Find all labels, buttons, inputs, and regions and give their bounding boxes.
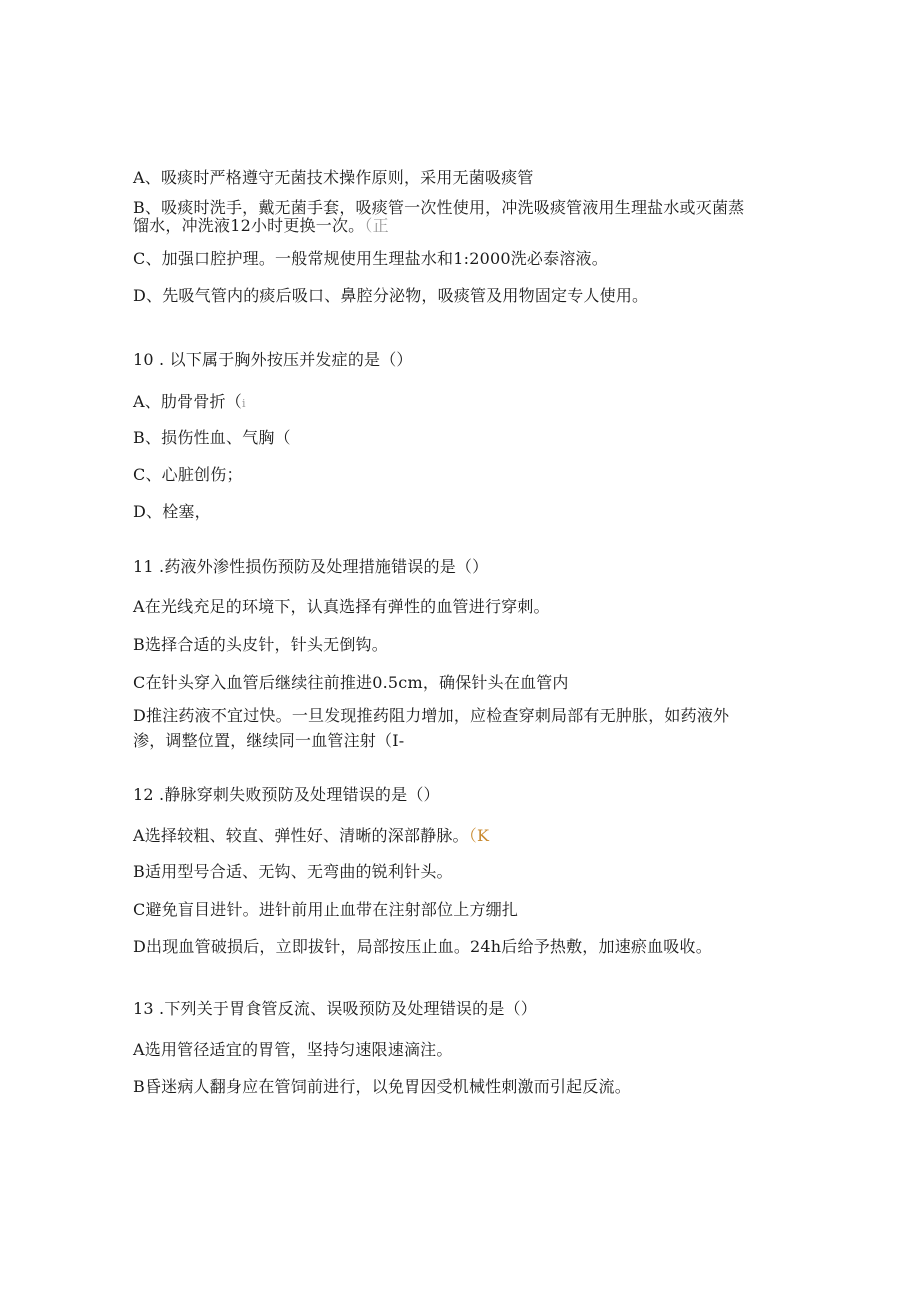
q11-option-d-line2: 渗，调整位置，继续同一血管注射（I- xyxy=(133,731,405,750)
q12-option-c: C避免盲目进针。进针前用止血带在注射部位上方绷扎 xyxy=(133,900,519,919)
q11-option-c: C在针头穿入血管后继续往前推进0.5cm，确保针头在血管内 xyxy=(133,673,569,692)
q9-option-b-line2 xyxy=(133,216,389,236)
q10-option-b: B、损伤性血、气胸（ xyxy=(133,428,291,447)
q12-option-b: B适用型号合适、无钩、无弯曲的锐利针头。 xyxy=(133,862,453,881)
q9-option-a: A、吸痰时严格遵守无菌技术操作原则，采用无菌吸痰管 xyxy=(133,168,534,187)
q11-title: 11 .药液外渗性损伤预防及处理措施错误的是（） xyxy=(133,557,489,576)
q10-title: 10 . 以下属于胸外按压并发症的是（） xyxy=(133,350,413,369)
q12-option-a xyxy=(133,826,489,846)
q12-option-a-annotation: （K xyxy=(468,826,490,845)
q11-option-b: B选择合适的头皮针，针头无倒钩。 xyxy=(133,635,388,654)
q9-option-b-annotation: （正 xyxy=(364,216,389,235)
q12-title: 12 .静脉穿刺失败预防及处理错误的是（） xyxy=(133,785,440,804)
q10-option-d: D、栓塞， xyxy=(133,502,211,521)
q13-option-b: B昏迷病人翻身应在管饲前进行，以免胃因受机械性刺激而引起反流。 xyxy=(133,1077,631,1096)
q13-option-a: A选用管径适宜的胃管，坚持匀速限速滴注。 xyxy=(133,1040,453,1059)
q10-option-a-text: A、肋骨骨折（ xyxy=(133,392,242,411)
q12-option-a-text: A选择较粗、较直、弹性好、清晰的深部静脉。 xyxy=(133,826,469,845)
q10-option-a-annotation: i xyxy=(241,397,246,410)
q9-option-c: C、加强口腔护理。一般常规使用生理盐水和1:2000洗必泰溶液。 xyxy=(133,249,608,268)
q9-option-b-line1: B、吸痰时洗手，戴无菌手套，吸痰管一次性使用，冲洗吸痰管液用生理盐水或灭菌蒸 xyxy=(133,198,745,217)
q9-option-b-text: 馏水，冲洗液12小时更换一次。 xyxy=(133,216,365,235)
q10-option-a xyxy=(133,392,246,414)
q10-option-c: C、心脏创伤； xyxy=(133,465,243,484)
q11-option-a: A在光线充足的环境下，认真选择有弹性的血管进行穿刺。 xyxy=(133,597,550,616)
q9-option-d: D、先吸气管内的痰后吸口、鼻腔分泌物，吸痰管及用物固定专人使用。 xyxy=(133,286,649,305)
q11-option-d-line1: D推注药液不宜过快。一旦发现推药阻力增加，应检查穿刺局部有无肿胀，如药液外 xyxy=(133,706,730,725)
q13-title: 13 .下列关于胃食管反流、误吸预防及处理错误的是（） xyxy=(133,999,537,1018)
q12-option-d: D出现血管破损后，立即拔针，局部按压止血。24h后给予热敷，加速瘀血吸收。 xyxy=(133,937,712,956)
